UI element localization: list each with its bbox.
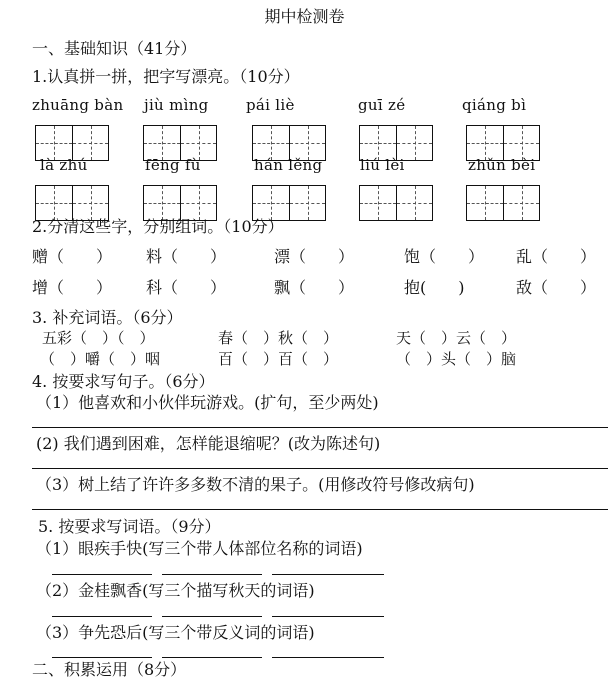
section-accumulate-partial: 二、积累运用（8分） bbox=[32, 660, 187, 679]
q4-item-1: （1）他喜欢和小伙伴玩游戏。(扩句，至少两处) bbox=[36, 393, 379, 412]
section-basic-knowledge: 一、基础知识（41分） bbox=[32, 39, 197, 58]
q2-item: 饱（ ） bbox=[404, 247, 485, 266]
pinyin-6: là zhú bbox=[40, 156, 88, 174]
pinyin-1: zhuāng bàn bbox=[32, 96, 124, 114]
q5-heading: 5. 按要求写词语。（9分） bbox=[38, 517, 221, 536]
q2-item: 敌（ ） bbox=[516, 278, 597, 297]
q4-heading: 4. 按要求写句子。（6分） bbox=[32, 372, 215, 391]
q3-item: （ ）嚼（ ）咽 bbox=[40, 350, 161, 368]
writing-grid[interactable] bbox=[466, 185, 540, 221]
answer-line[interactable] bbox=[272, 574, 384, 575]
q2-item: 漂（ ） bbox=[274, 247, 355, 266]
writing-grid[interactable] bbox=[359, 185, 433, 221]
pinyin-3: pái liè bbox=[246, 96, 295, 114]
answer-line[interactable] bbox=[32, 427, 608, 428]
answer-line[interactable] bbox=[32, 509, 608, 510]
page-title: 期中检测卷 bbox=[264, 7, 345, 26]
q3-item: （ ）头（ ）脑 bbox=[396, 350, 517, 368]
q2-item: 抱( ) bbox=[404, 278, 465, 297]
q2-heading: 2.分清这些字，分别组词。（10分） bbox=[32, 217, 284, 236]
q3-heading: 3. 补充词语。（6分） bbox=[32, 308, 183, 327]
pinyin-7: fēng fù bbox=[145, 156, 201, 174]
answer-line[interactable] bbox=[162, 616, 262, 617]
pinyin-2: jiù mìng bbox=[144, 96, 209, 114]
q2-item: 乱（ ） bbox=[516, 247, 597, 266]
answer-line[interactable] bbox=[52, 574, 152, 575]
q2-item: 增（ ） bbox=[32, 278, 113, 297]
answer-line[interactable] bbox=[32, 468, 608, 469]
q5-item-2: （2）金桂飘香(写三个描写秋天的词语) bbox=[36, 581, 315, 600]
q1-heading: 1.认真拼一拼，把字写漂亮。（10分） bbox=[32, 67, 300, 86]
q5-item-3: （3）争先恐后(写三个带反义词的词语) bbox=[36, 623, 315, 642]
q4-item-3: （3）树上结了许许多多数不清的果子。(用修改符号修改病句) bbox=[36, 475, 475, 494]
pinyin-4: guī zé bbox=[358, 96, 406, 114]
q3-item: 五彩（ ）（ ） bbox=[42, 329, 155, 347]
q2-item: 赠（ ） bbox=[32, 247, 113, 266]
q2-item: 料（ ） bbox=[146, 247, 227, 266]
pinyin-8: hán lěng bbox=[254, 156, 323, 174]
q3-item: 春（ ）秋（ ） bbox=[218, 329, 339, 347]
answer-line[interactable] bbox=[272, 657, 384, 658]
q4-item-2: (2) 我们遇到困难，怎样能退缩呢？(改为陈述句) bbox=[36, 434, 381, 453]
q2-item: 飘（ ） bbox=[274, 278, 355, 297]
answer-line[interactable] bbox=[272, 616, 384, 617]
q5-item-1: （1）眼疾手快(写三个带人体部位名称的词语) bbox=[36, 539, 363, 558]
q3-item: 天（ ）云（ ） bbox=[396, 329, 517, 347]
q2-item: 科（ ） bbox=[146, 278, 227, 297]
pinyin-5: qiáng bì bbox=[462, 96, 527, 114]
q3-item: 百（ ）百（ ） bbox=[218, 350, 339, 368]
pinyin-9: liú lèi bbox=[360, 156, 405, 174]
answer-line[interactable] bbox=[162, 574, 262, 575]
pinyin-10: zhǔn bèi bbox=[468, 156, 536, 174]
answer-line[interactable] bbox=[52, 616, 152, 617]
